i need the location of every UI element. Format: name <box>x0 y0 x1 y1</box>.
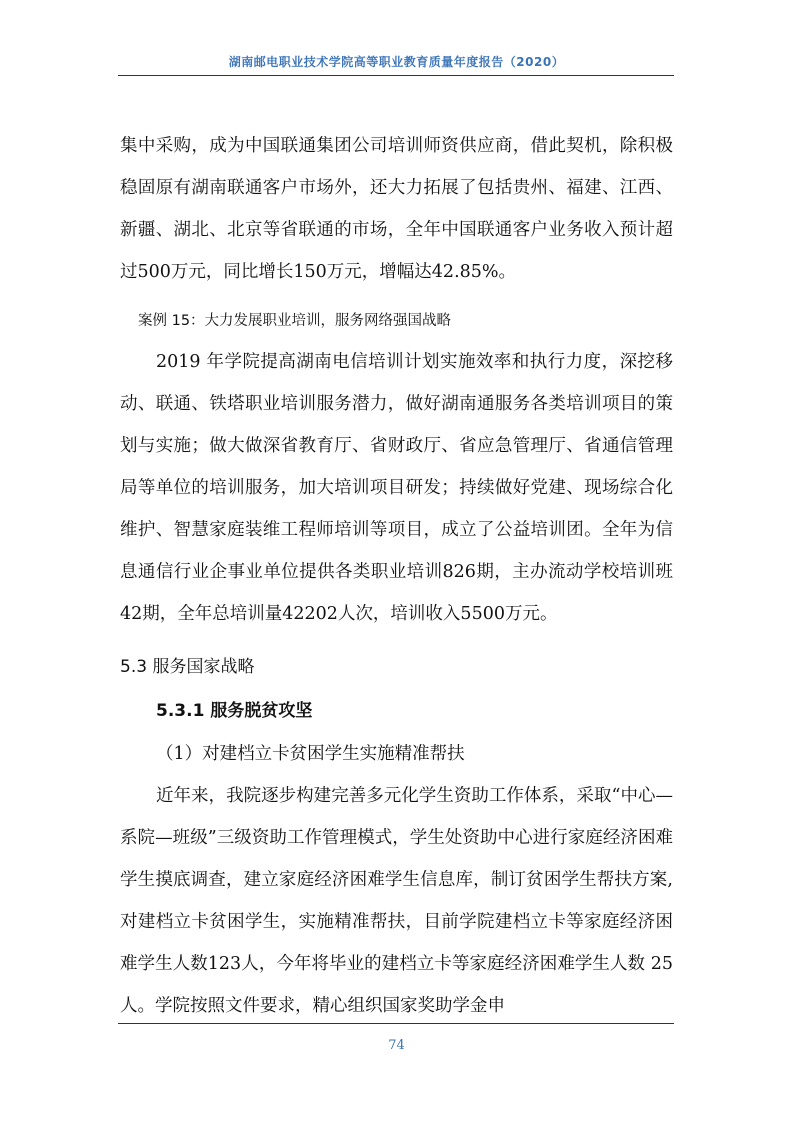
intro-paragraph: 集中采购，成为中国联通集团公司培训师资供应商，借此契机，除积极稳固原有湖南联通客户市场外，还大力拓展了包括贵州、福建、江西、新疆、湖北、北京等省联通的市场，全年中国联通客户业务收入预计超过500万元，同比增长150万元，增幅达42.85%。 <box>120 136 673 282</box>
running-header-title: 湖南邮电职业技术学院高等职业教育质量年度报告（2020） <box>228 55 565 69</box>
item-heading: （1）对建档立卡贫困学生实施精准帮扶 <box>156 744 465 764</box>
page-content <box>120 125 673 1027</box>
subsection-heading: 5.3.1 服务脱贫攻坚 <box>156 701 313 721</box>
item-paragraph: 近年来，我院逐步构建完善多元化学生资助工作体系，采取“中心—系院—班级”三级资助工作管理模式，学生处资助中心进行家庭经济困难学生摸底调查，建立家庭经济困难学生信息库，制订贫困学生帮扶方案,对建档立卡贫困学生，实施精准帮扶，目前学院建档立卡等家庭经济困难学生人数123人，今年将毕业的建档立卡等家庭经济困难学生人数 25 人。学院按照文件要求，精心组织国家奖助学金申 <box>120 786 673 1016</box>
header-divider <box>118 75 674 76</box>
footer-divider <box>118 1023 674 1024</box>
case-paragraph: 2019 年学院提高湖南电信培训计划实施效率和执行力度，深挖移动、联通、铁塔职业培训服务潜力，做好湖南通服务各类培训项目的策划与实施；做大做深省教育厅、省财政厅、省应急管理厅、省通信管理局等单位的培训服务，加大培训项目研发；持续做好党建、现场综合化维护、智慧家庭装维工程师培训等项目，成立了公益培训团。全年为信息通信行业企事业单位提供各类职业培训826期，主办流动学校培训班42期，全年总培训量42202人次，培训收入5500万元。 <box>120 352 673 624</box>
page-number: 74 <box>388 1038 405 1053</box>
case-title: 案例 15：大力发展职业培训，服务网络强国战略 <box>138 313 452 329</box>
section-heading: 5.3 服务国家战略 <box>120 657 255 677</box>
